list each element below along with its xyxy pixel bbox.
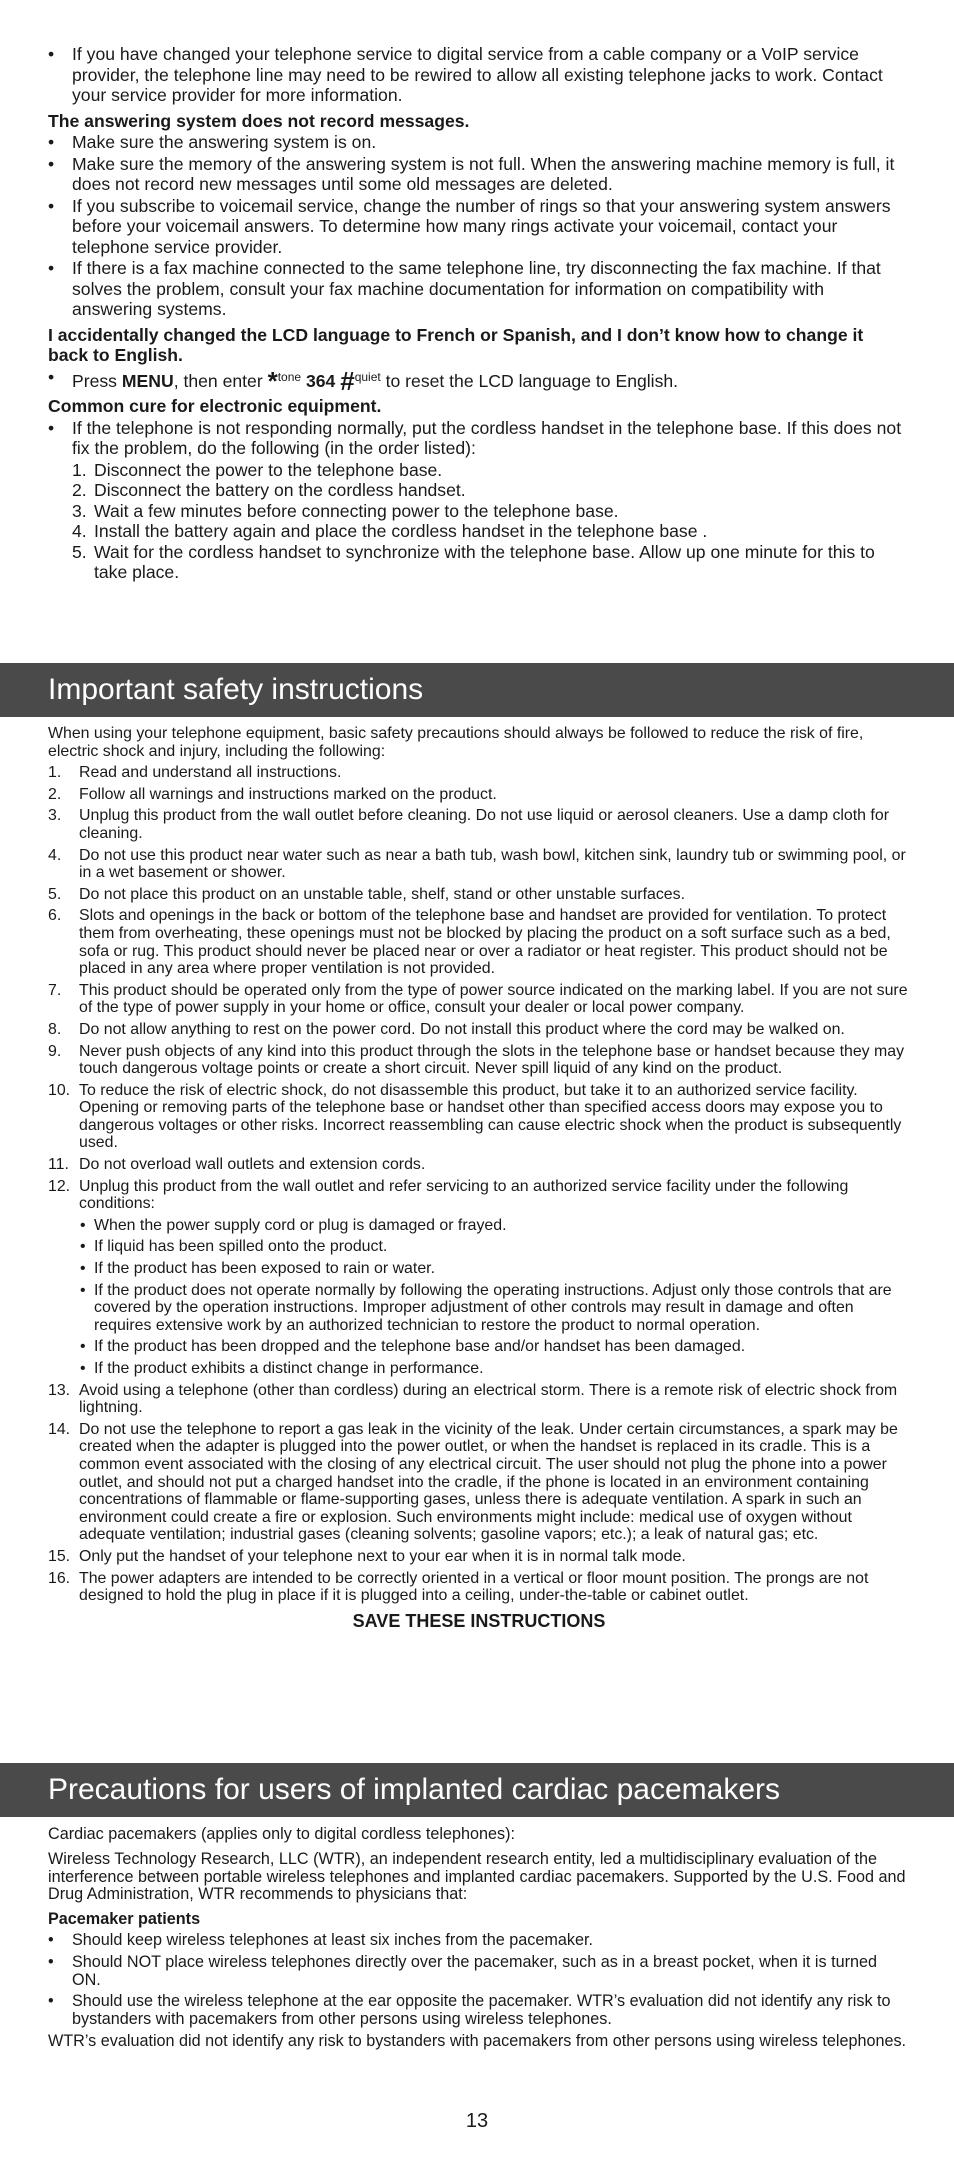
pound-key-icon: # <box>340 365 355 396</box>
cure-step: 5. Wait for the cordless handset to synchronize with the telephone base. Allow up one minute for this to take place. <box>72 541 875 582</box>
service-condition: • If the product has been dropped and the telephone base and/or handset has been damaged. <box>48 1338 910 1356</box>
pacemaker-patients-heading: Pacemaker patients <box>48 1910 201 1929</box>
common-cure-bullet: • If the telephone is not responding normally, put the cordless handset in the telephone base. If this does not fix the problem, do the following (in the order listed): <box>48 418 908 459</box>
pacemaker-bullet: • Should keep wireless telephones at least six inches from the pacemaker. <box>48 1932 910 1950</box>
safety-item: 9. Never push objects of any kind into this product through the slots in the telephone base or handset because they may touch dangerous voltage points or create a short circuit. Never spill liquid of any kind on the product. <box>48 1042 905 1078</box>
pacemaker-bullet: • Should use the wireless telephone at the ear opposite the pacemaker. WTR’s evaluation did not identify any risk to bystanders with pacemakers from other persons using wireless telephones. <box>48 1993 910 2029</box>
service-condition: • If liquid has been spilled onto the product. <box>48 1238 910 1256</box>
service-condition: • When the power supply cord or plug is damaged or frayed. <box>48 1217 910 1235</box>
answering-question: The answering system does not record messages. <box>48 110 470 131</box>
pacemaker-bullet: • Should NOT place wireless telephones directly over the pacemaker, such as in a breast pocket, when it is turned ON. <box>48 1954 910 1990</box>
safety-item: 2. Follow all warnings and instructions marked on the product. <box>48 785 497 803</box>
service-condition: • If the product has been exposed to rain or water. <box>48 1260 910 1278</box>
safety-item: 10. To reduce the risk of electric shock, do not disassemble this product, but take it to an authorized service facility. Opening or removing parts of the telephone base or handset other than specified access doors may expose you to dangerous voltages or other risks. Incorrect reassembling can cause electric shock when the product is subsequently used. <box>48 1081 902 1152</box>
safety-item: 15. Only put the handset of your telephone next to your ear when it is in normal talk mode. <box>48 1547 686 1565</box>
answering-bullet: • Make sure the answering system is on. <box>48 132 908 153</box>
answering-bullet: • If there is a fax machine connected to the same telephone line, try disconnecting the fax machine. If that solves the problem, consult your fax machine documentation for information on compatibility with answering systems. <box>48 258 908 320</box>
safety-item: 14. Do not use the telephone to report a gas leak in the vicinity of the leak. Under certain circumstances, a spark may be created when the adapter is plugged into the power outlet, or when the handset is replaced in its cradle. This is a common event associated with the closing of any electrical circuit. The user should not plug the phone into a power outlet, and should not put a charged handset into the cradle, if the phone is located in an environment containing concentrations of flammable or flame-supporting gases, unless there is adequate ventilation. A spark in such an environment could create a fire or explosion. Such environments might include: medical use of oxygen without adequate ventilation; industrial gases (cleaning solvents; gasoline vapors; etc.); a leak of natural gas; etc. <box>48 1420 898 1544</box>
page-number: 13 <box>465 2110 489 2132</box>
safety-item: 16. The power adapters are intended to be correctly oriented in a vertical or floor mount position. The prongs are not designed to hold the plug in place if it is plugged into a ceiling, under-the-table or cabinet outlet. <box>48 1569 869 1605</box>
safety-item: 3. Unplug this product from the wall outlet before cleaning. Do not use liquid or aerosol cleaners. Use a damp cloth for cleaning. <box>48 807 889 842</box>
reset-suffix-text: to reset the LCD language to English. <box>385 370 679 391</box>
common-cure-question: Common cure for electronic equipment. <box>48 396 382 416</box>
safety-item: 5. Do not place this product on an unstable table, shelf, stand or other unstable surfaces. <box>48 885 685 903</box>
lcd-language-question: I accidentally changed the LCD language to French or Spanish, and I don’t know how to change it back to English. <box>48 324 864 365</box>
service-condition: • If the product does not operate normally by following the operating instructions. Adjust only those controls that are covered by the operation instructions. Improper adjustment of other controls may result in damage and often requires extensive work by an authorized technician to restore the product to normal operation. <box>48 1282 910 1335</box>
then-enter-text: , then enter <box>173 370 263 391</box>
digits-key: 364 <box>305 370 336 391</box>
press-text: Press <box>72 370 117 391</box>
safety-item: 12. Unplug this product from the wall outlet and refer servicing to an authorized service facility under the following conditions: <box>48 1177 849 1213</box>
cure-step: 1. Disconnect the power to the telephone base. <box>72 459 443 480</box>
pacemaker-applies-line: Cardiac pacemakers (applies only to digital cordless telephones): <box>48 1825 515 1843</box>
cure-step: 4. Install the battery again and place the cordless handset in the telephone base . <box>72 521 708 541</box>
menu-key: MENU <box>121 370 174 391</box>
safety-item: 13. Avoid using a telephone (other than cordless) during an electrical storm. There is a remote risk of electric shock from lightning. <box>48 1381 898 1417</box>
safety-item: 4. Do not use this product near water such as near a bath tub, wash bowl, kitchen sink, laundry tub or swimming pool, or in a wet basement or shower. <box>48 846 906 882</box>
answering-bullet: • If you subscribe to voicemail service, change the number of rings so that your answering system answers before your voicemail answers. To determine how many rings activate your voicemail, contact your telephone service provider. <box>48 196 908 258</box>
safety-item: 11. Do not overload wall outlets and extension cords. <box>48 1156 426 1174</box>
safety-item-list <box>48 764 910 1605</box>
cure-step: 3. Wait a few minutes before connecting power to the telephone base. <box>72 500 619 521</box>
safety-item: 1. Read and understand all instructions. <box>48 764 342 782</box>
lcd-reset-instruction <box>48 365 908 396</box>
safety-item: 7. This product should be operated only from the type of power source indicated on the marking label. If you are not sure of the type of power supply in your home or office, consult your dealer or local power company. <box>48 981 908 1017</box>
safety-item: 6. Slots and openings in the back or bottom of the telephone base and handset are provided for ventilation. To protect them from overheating, these openings must not be blocked by placing the product on a soft surface such as a bed, sofa or rug. This product should never be placed near or over a radiator or heat register. This product should not be placed in any area where proper ventilation is not provided. <box>48 907 891 978</box>
star-key-label: tone <box>277 369 302 384</box>
pacemaker-section-heading: Precautions for users of implanted cardiac pacemakers <box>0 1763 954 1817</box>
star-key-icon: * <box>267 365 278 396</box>
safety-section-heading: Important safety instructions <box>0 663 954 717</box>
troubleshooting-section <box>48 44 908 583</box>
pacemaker-section <box>48 1826 910 2058</box>
save-instructions-heading: SAVE THESE INSTRUCTIONS <box>352 1610 606 1631</box>
pound-key-label: quiet <box>354 369 381 384</box>
cure-step: 2. Disconnect the battery on the cordless handset. <box>72 480 466 500</box>
safety-item: 8. Do not allow anything to rest on the power cord. Do not install this product where the cord may be walked on. <box>48 1020 845 1038</box>
digital-service-bullet: • If you have changed your telephone service to digital service from a cable company or a VoIP service provider, the telephone line may need to be rewired to allow all existing telephone jacks to work. Contact your service provider for more information. <box>48 44 908 106</box>
wtr-evaluation-paragraph: Wireless Technology Research, LLC (WTR), an independent research entity, led a multidisciplinary evaluation of the interference between portable wireless telephones and implanted cardiac pacemakers. Supported by the U.S. Food and Drug Administration, WTR recommends to physicians that: <box>48 1849 906 1904</box>
answering-bullet: • Make sure the memory of the answering system is not full. When the answering machine memory is full, it does not record new messages until some old messages are deleted. <box>48 154 908 195</box>
safety-intro: When using your telephone equipment, basic safety precautions should always be followed to reduce the risk of fire, electric shock and injury, including the following: <box>48 725 864 760</box>
safety-instructions <box>48 725 910 1630</box>
wtr-closing-paragraph: WTR’s evaluation did not identify any risk to bystanders with pacemakers from other persons using wireless telephones. <box>48 2031 907 2050</box>
service-condition: • If the product exhibits a distinct change in performance. <box>48 1360 910 1378</box>
